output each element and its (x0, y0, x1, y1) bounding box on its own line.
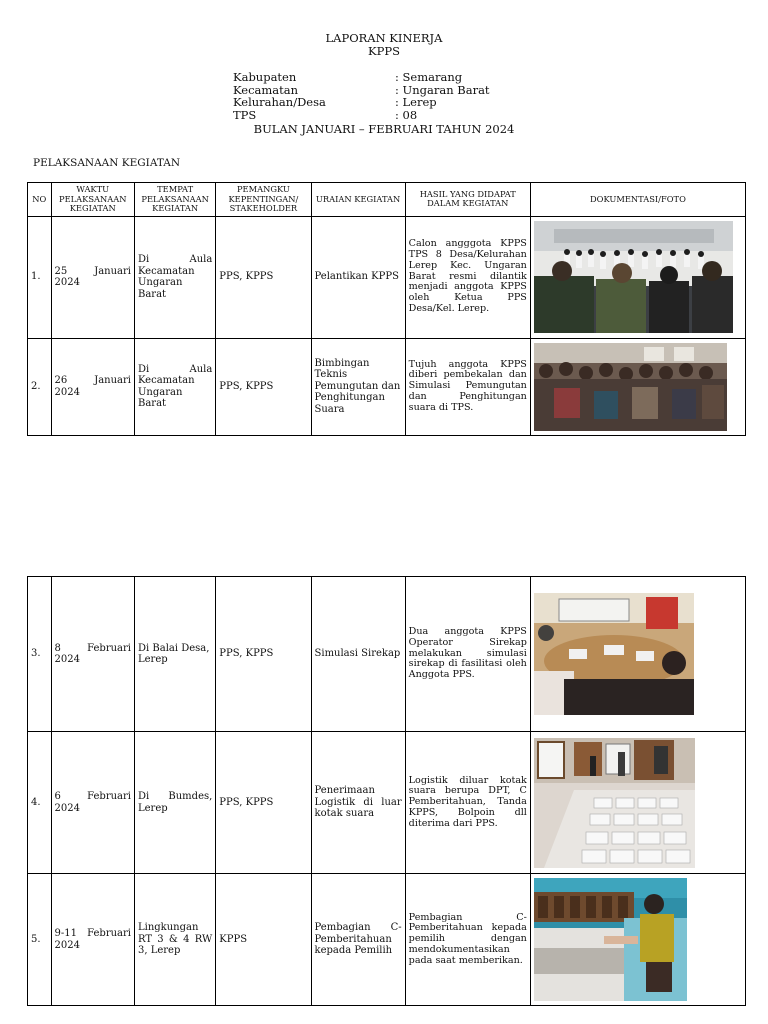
row-stakeholder: PPS, KPPS (216, 577, 311, 732)
photo-image (534, 738, 695, 868)
date-year: 2024 (54, 802, 80, 814)
row-place: Di Aula Kecamatan Ungaran Barat (134, 338, 215, 435)
table-row (28, 874, 746, 1006)
row-date (51, 874, 134, 1006)
report-period: BULAN JANUARI – FEBRUARI TAHUN 2024 (253, 122, 515, 136)
row-date (51, 338, 134, 435)
row-date (51, 732, 134, 874)
photo-image (534, 221, 733, 333)
info-row-kabupaten (233, 71, 490, 84)
row-place: Di Balai Desa, Lerep (134, 577, 215, 732)
column-header-dokumentasi: DOKUMENTASI/FOTO (530, 183, 745, 217)
info-label: TPS (233, 107, 257, 122)
row-stakeholder: PPS, KPPS (216, 732, 311, 874)
date-year: 2024 (54, 277, 80, 288)
date-day: 8 (54, 642, 61, 654)
row-activity: Pembagian C-Pemberitahuan kepada Pemilih (311, 874, 405, 1006)
row-date (51, 216, 134, 338)
row-photo (530, 338, 745, 435)
date-year: 2024 (54, 654, 80, 665)
row-result: Logistik diluar kotak suara berupa DPT, C Pemberitahuan, Tanda KPPS, Bolpoin dll diterima dari PPS. (405, 732, 530, 874)
date-month: Februari (87, 928, 131, 939)
header-info (233, 71, 490, 121)
activity-table-part-2 (27, 576, 746, 1006)
date-day: 6 (54, 791, 61, 802)
column-header-no: NO (28, 183, 52, 217)
date-day: 9-11 (54, 928, 77, 939)
date-day: 25 (54, 265, 68, 277)
report-subtitle: KPPS (368, 44, 400, 58)
row-result: Calon angggota KPPS TPS 8 Desa/Kelurahan Lerep Kec. Ungaran Barat resmi dilantik menjadi anggota KPPS oleh Ketua PPS Desa/Kel. Lerep. (405, 216, 530, 338)
column-header-tempat: TEMPAT PELAKSANAAN KEGIATAN (134, 183, 215, 217)
row-photo (530, 216, 745, 338)
column-header-uraian: URAIAN KEGIATAN (311, 183, 405, 217)
info-label: Kelurahan/Desa (233, 95, 326, 110)
info-label: Kecamatan (233, 82, 299, 97)
row-date (51, 577, 134, 732)
table-header-row (28, 183, 746, 217)
info-value: : Semarang (395, 70, 463, 84)
row-number: 3. (28, 577, 52, 732)
photo-image (534, 593, 694, 715)
row-number: 5. (28, 874, 52, 1006)
row-photo (530, 874, 745, 1006)
table-row (28, 577, 746, 732)
row-result: Pembagian C-Pemberitahuan kepada pemilih dengan mendokumentasikan pada saat memberikan. (405, 874, 530, 1006)
date-year: 2024 (54, 939, 80, 951)
row-result: Dua anggota KPPS Operator Sirekap melakukan simulasi sirekap di fasilitasi oleh Anggota PPS. (405, 577, 530, 732)
row-number: 4. (28, 732, 52, 874)
row-place: Lingkungan RT 3 & 4 RW 3, Lerep (134, 874, 215, 1006)
section-title: PELAKSANAAN KEGIATAN (33, 157, 181, 169)
row-stakeholder: PPS, KPPS (216, 216, 311, 338)
table-row (28, 216, 746, 338)
report-title: LAPORAN KINERJA (325, 31, 443, 45)
date-year: 2024 (54, 386, 80, 398)
column-header-waktu: WAKTU PELAKSANAAN KEGIATAN (51, 183, 134, 217)
row-activity: Simulasi Sirekap (311, 577, 405, 732)
info-value: : Lerep (395, 95, 437, 110)
date-month: Januari (94, 375, 131, 386)
row-number: 1. (28, 216, 52, 338)
date-day: 26 (54, 375, 68, 386)
photo-image (534, 343, 727, 431)
row-place: Di Aula Kecamatan Ungaran Barat (134, 216, 215, 338)
info-label: Kabupaten (233, 70, 297, 84)
activity-table-part-1 (27, 182, 746, 436)
row-stakeholder: KPPS (216, 874, 311, 1006)
info-row-kelurahan (233, 96, 490, 109)
table-row (28, 338, 746, 435)
row-photo (530, 577, 745, 732)
column-header-stakeholder: PEMANGKU KEPENTINGAN/ STAKEHOLDER (216, 183, 311, 217)
row-place: Di Bumdes, Lerep (134, 732, 215, 874)
photo-image (534, 878, 687, 1001)
row-number: 2. (28, 338, 52, 435)
row-stakeholder: PPS, KPPS (216, 338, 311, 435)
info-row-tps (233, 109, 490, 122)
date-month: Januari (94, 265, 131, 277)
row-activity: Pelantikan KPPS (311, 216, 405, 338)
date-month: Februari (87, 642, 131, 654)
date-month: Februari (87, 791, 131, 802)
column-header-hasil: HASIL YANG DIDAPAT DALAM KEGIATAN (405, 183, 530, 217)
row-activity: Penerimaan Logistik di luar kotak suara (311, 732, 405, 874)
row-photo (530, 732, 745, 874)
table-row (28, 732, 746, 874)
info-value: : 08 (395, 107, 418, 122)
row-result: Tujuh anggota KPPS diberi pembekalan dan Simulasi Pemungutan dan Penghitungan suara di TPS. (405, 338, 530, 435)
info-value: : Ungaran Barat (395, 82, 490, 97)
row-activity: Bimbingan Teknis Pemungutan dan Penghitungan Suara (311, 338, 405, 435)
